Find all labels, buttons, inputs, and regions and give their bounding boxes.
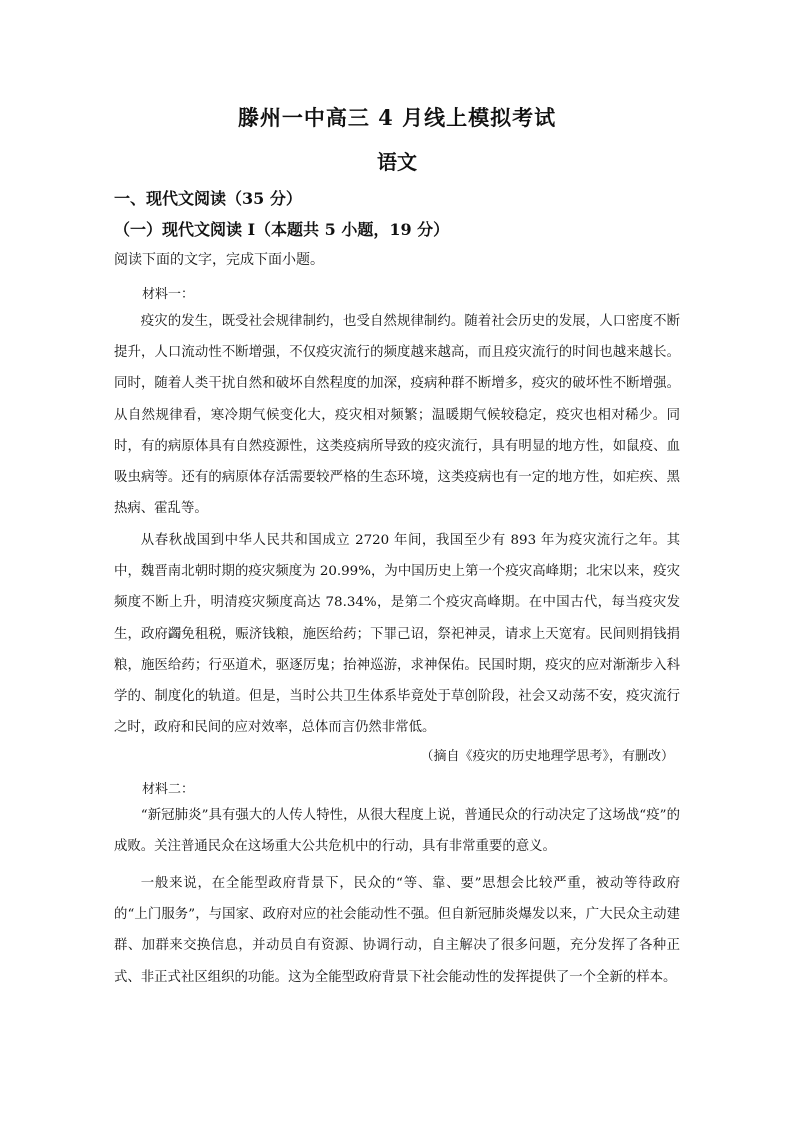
material1-paragraph-1: 疫灾的发生，既受社会规律制约，也受自然规律制约。随着社会历史的发展，人口密度不断提升，人口流动性不断增强，不仅疫灾流行的频度越来越高，而且疫灾流行的时间也越来越长。同时，随着人类干扰自然和破坏自然程度的加深，疫病种群不断增多，疫灾的破坏性不断增强。从自然规律看，寒冷期气候变化大，疫灾相对频繁；温暖期气候较稳定，疫灾也相对稀少。同时，有的病原体具有自然疫源性，这类疫病所导致的疫灾流行，具有明显的地方性，如鼠疫、血吸虫病等。还有的病原体存活需要较严格的生态环境，这类疫病也有一定的地方性，如疟疾、黑热病、霍乱等。 (114, 314, 680, 517)
subject-title: 语文 (377, 150, 417, 174)
subsection-heading: （一）现代文阅读 I（本题共 5 小题，19 分） (114, 220, 450, 239)
exam-title: 滕州一中高三 4 月线上模拟考试 (237, 105, 557, 130)
material2-label: 材料二： (142, 782, 195, 797)
material2-paragraph-2: 一般来说，在全能型政府背景下，民众的“等、靠、要”思想会比较严重，被动等待政府的“上门服务”，与国家、政府对应的社会能动性不强。但自新冠肺炎爆发以来，广大民众主动建群、加群来交换信息，并动员自有资源、协调行动，自主解决了很多问题，充分发挥了各种正式、非正式社区组织的功能。这为全能型政府背景下社会能动性的发挥提供了一个全新的样本。 (114, 876, 680, 985)
material1-label: 材料一： (142, 287, 195, 302)
reading-instruction: 阅读下面的文字，完成下面小题。 (114, 252, 324, 268)
material1-paragraph-2: 从春秋战国到中华人民共和国成立 2720 年间，我国至少有 893 年为疫灾流行之年。其中，魏晋南北朝时期的疫灾频度为 20.99%，为中国历史上第一个疫灾高峰期；北宋以来，疫灾频度不断上升，明清疫灾频度高达 78.34%，是第二个疫灾高峰期。在中国古代，每当疫灾发生，政府蠲免租税，赈济钱粮，施医给药；下罪己诏，祭祀神灵，请求上天宽宥。民间则捐钱捐粮，施医给药；行巫道术，驱逐厉鬼；抬神巡游，求神保佑。民国时期，疫灾的应对渐渐步入科学的、制度化的轨道。但是，当时公共卫生体系毕竟处于草创阶段，社会又动荡不安，疫灾流行之时，政府和民间的应对效率，总体而言仍然非常低。 (114, 533, 680, 736)
material2-paragraph-1: “新冠肺炎”具有强大的人传人特性，从很大程度上说，普通民众的行动决定了这场战“疫”的成败。关注普通民众在这场重大公共危机中的行动，具有非常重要的意义。 (114, 808, 680, 855)
section-heading: 一、现代文阅读（35 分） (114, 189, 302, 208)
material1-source: （摘自《疫灾的历史地理学思考》，有删改） (420, 749, 674, 764)
